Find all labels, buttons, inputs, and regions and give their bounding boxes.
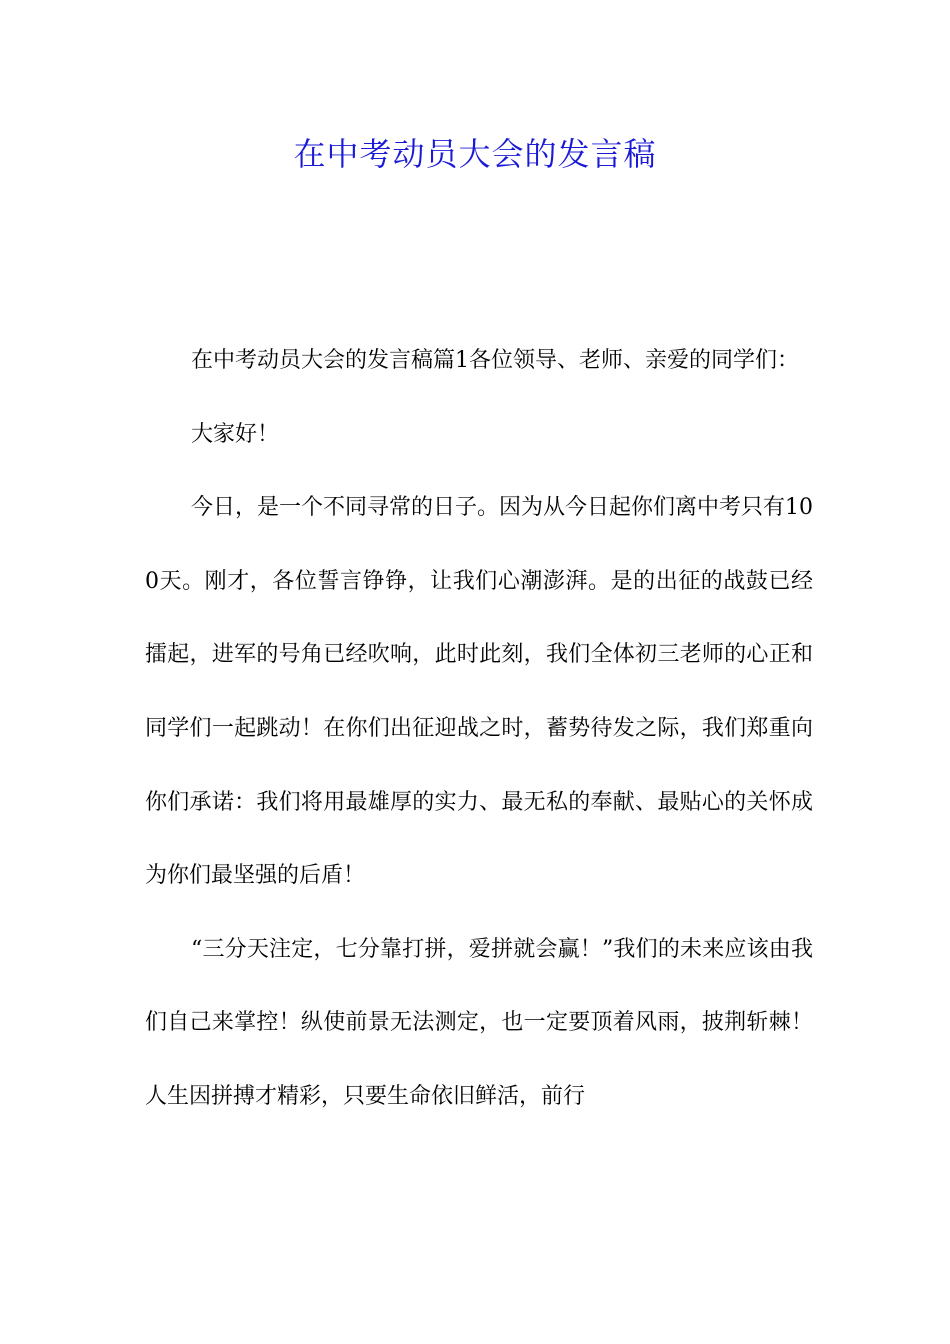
paragraph-motto: “三分天注定，七分靠打拼，爱拼就会赢！”我们的未来应该由我们自己来掌控！纵使前景无法测定，也一定要顶着风雨，披荆斩棘！人生因拼搏才精彩，只要生命依旧鲜活，前行	[145, 936, 813, 1109]
paragraph-greeting: 在中考动员大会的发言稿篇1各位领导、老师、亲爱的同学们：	[191, 348, 799, 373]
paragraph-hello: 大家好！	[191, 421, 280, 447]
document-title: 在中考动员大会的发言稿	[293, 135, 657, 173]
paragraph-today: 今日，是一个不同寻常的日子。因为从今日起你们离中考只有100天。刚才，各位誓言铮铮，让我们心潮澎湃。是的出征的战鼓已经擂起，进军的号角已经吹响，此时此刻，我们全体初三老师的心正和同学们一起跳动！在你们出征迎战之时，蓄势待发之际，我们郑重向你们承诺：我们将用最雄厚的实力、最无私的奉献、最贴心的关怀成为你们最坚强的后盾！	[145, 495, 813, 889]
document-body	[145, 324, 813, 1134]
